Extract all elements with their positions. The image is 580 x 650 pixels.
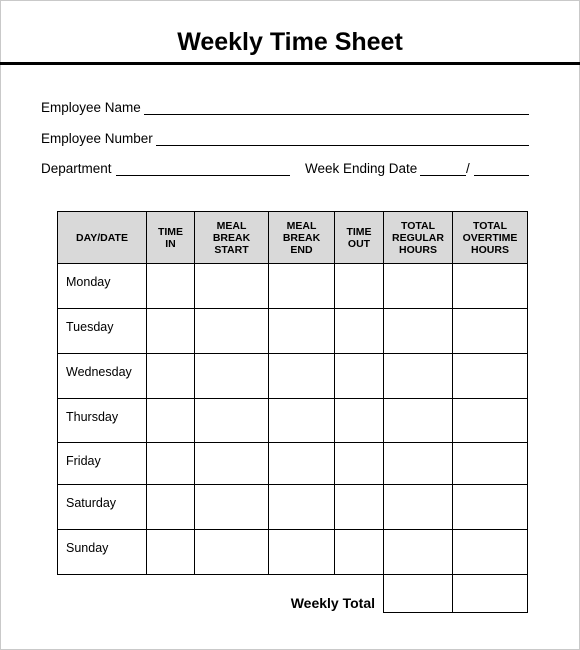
time-out-cell[interactable] (335, 309, 384, 354)
header-total-regular-hours: TOTAL REGULAR HOURS (384, 212, 453, 264)
regular-hours-cell[interactable] (384, 309, 453, 354)
time-in-cell[interactable] (147, 485, 195, 530)
meal-break-start-cell[interactable] (195, 264, 269, 309)
day-label: Monday (58, 264, 147, 309)
day-label: Wednesday (58, 354, 147, 399)
meal-break-end-cell[interactable] (269, 443, 335, 485)
table-row (58, 354, 528, 399)
regular-hours-cell[interactable] (384, 399, 453, 443)
overtime-hours-cell[interactable] (453, 309, 528, 354)
table-row (58, 309, 528, 354)
meal-break-end-cell[interactable] (269, 309, 335, 354)
header-row (58, 212, 528, 264)
overtime-hours-cell[interactable] (453, 443, 528, 485)
table-row (58, 264, 528, 309)
meal-break-end-cell[interactable] (269, 264, 335, 309)
meal-break-start-cell[interactable] (195, 399, 269, 443)
meal-break-start-cell[interactable] (195, 443, 269, 485)
day-label: Thursday (58, 399, 147, 443)
regular-hours-cell[interactable] (384, 485, 453, 530)
meal-break-start-cell[interactable] (195, 485, 269, 530)
header-time-in: TIME IN (147, 212, 195, 264)
table-row (58, 399, 528, 443)
week-ending-label: Week Ending Date (305, 161, 418, 176)
header-total-overtime-hours: TOTAL OVERTIME HOURS (453, 212, 528, 264)
weekly-total-overtime-cell[interactable] (453, 575, 528, 613)
department-label: Department (41, 161, 112, 176)
header-meal-break-start: MEAL BREAK START (195, 212, 269, 264)
day-label: Saturday (58, 485, 147, 530)
meal-break-end-cell[interactable] (269, 485, 335, 530)
time-in-cell[interactable] (147, 354, 195, 399)
overtime-hours-cell[interactable] (453, 399, 528, 443)
day-label: Friday (58, 443, 147, 485)
overtime-hours-cell[interactable] (453, 354, 528, 399)
weekly-total-label: Weekly Total (269, 575, 384, 613)
overtime-hours-cell[interactable] (453, 530, 528, 575)
regular-hours-cell[interactable] (384, 443, 453, 485)
regular-hours-cell[interactable] (384, 264, 453, 309)
time-out-cell[interactable] (335, 530, 384, 575)
meal-break-end-cell[interactable] (269, 530, 335, 575)
timesheet-table (57, 211, 528, 613)
spacer-cell (147, 575, 195, 613)
meal-break-start-cell[interactable] (195, 309, 269, 354)
time-in-cell[interactable] (147, 309, 195, 354)
time-out-cell[interactable] (335, 264, 384, 309)
spacer-cell (58, 575, 147, 613)
header-day-date: DAY/DATE (58, 212, 147, 264)
title-divider (0, 62, 580, 65)
time-in-cell[interactable] (147, 443, 195, 485)
regular-hours-cell[interactable] (384, 530, 453, 575)
time-in-cell[interactable] (147, 399, 195, 443)
employee-name-field[interactable] (144, 114, 529, 115)
table-row (58, 485, 528, 530)
table-row (58, 443, 528, 485)
table-row (58, 530, 528, 575)
time-in-cell[interactable] (147, 530, 195, 575)
time-in-cell[interactable] (147, 264, 195, 309)
time-out-cell[interactable] (335, 354, 384, 399)
page-title: Weekly Time Sheet (177, 28, 403, 56)
date-separator: / (466, 161, 470, 176)
meal-break-end-cell[interactable] (269, 354, 335, 399)
employee-number-field[interactable] (156, 145, 529, 146)
time-out-cell[interactable] (335, 399, 384, 443)
department-field[interactable] (116, 175, 290, 176)
meal-break-start-cell[interactable] (195, 354, 269, 399)
week-ending-month-field[interactable] (420, 175, 466, 176)
meal-break-start-cell[interactable] (195, 530, 269, 575)
overtime-hours-cell[interactable] (453, 264, 528, 309)
time-out-cell[interactable] (335, 443, 384, 485)
employee-number-label: Employee Number (41, 131, 153, 146)
header-time-out: TIME OUT (335, 212, 384, 264)
week-ending-day-field[interactable] (474, 175, 529, 176)
overtime-hours-cell[interactable] (453, 485, 528, 530)
weekly-total-row (58, 575, 528, 613)
meal-break-end-cell[interactable] (269, 399, 335, 443)
regular-hours-cell[interactable] (384, 354, 453, 399)
weekly-total-regular-cell[interactable] (384, 575, 453, 613)
spacer-cell (195, 575, 269, 613)
time-out-cell[interactable] (335, 485, 384, 530)
day-label: Tuesday (58, 309, 147, 354)
employee-name-label: Employee Name (41, 100, 141, 115)
day-label: Sunday (58, 530, 147, 575)
header-meal-break-end: MEAL BREAK END (269, 212, 335, 264)
